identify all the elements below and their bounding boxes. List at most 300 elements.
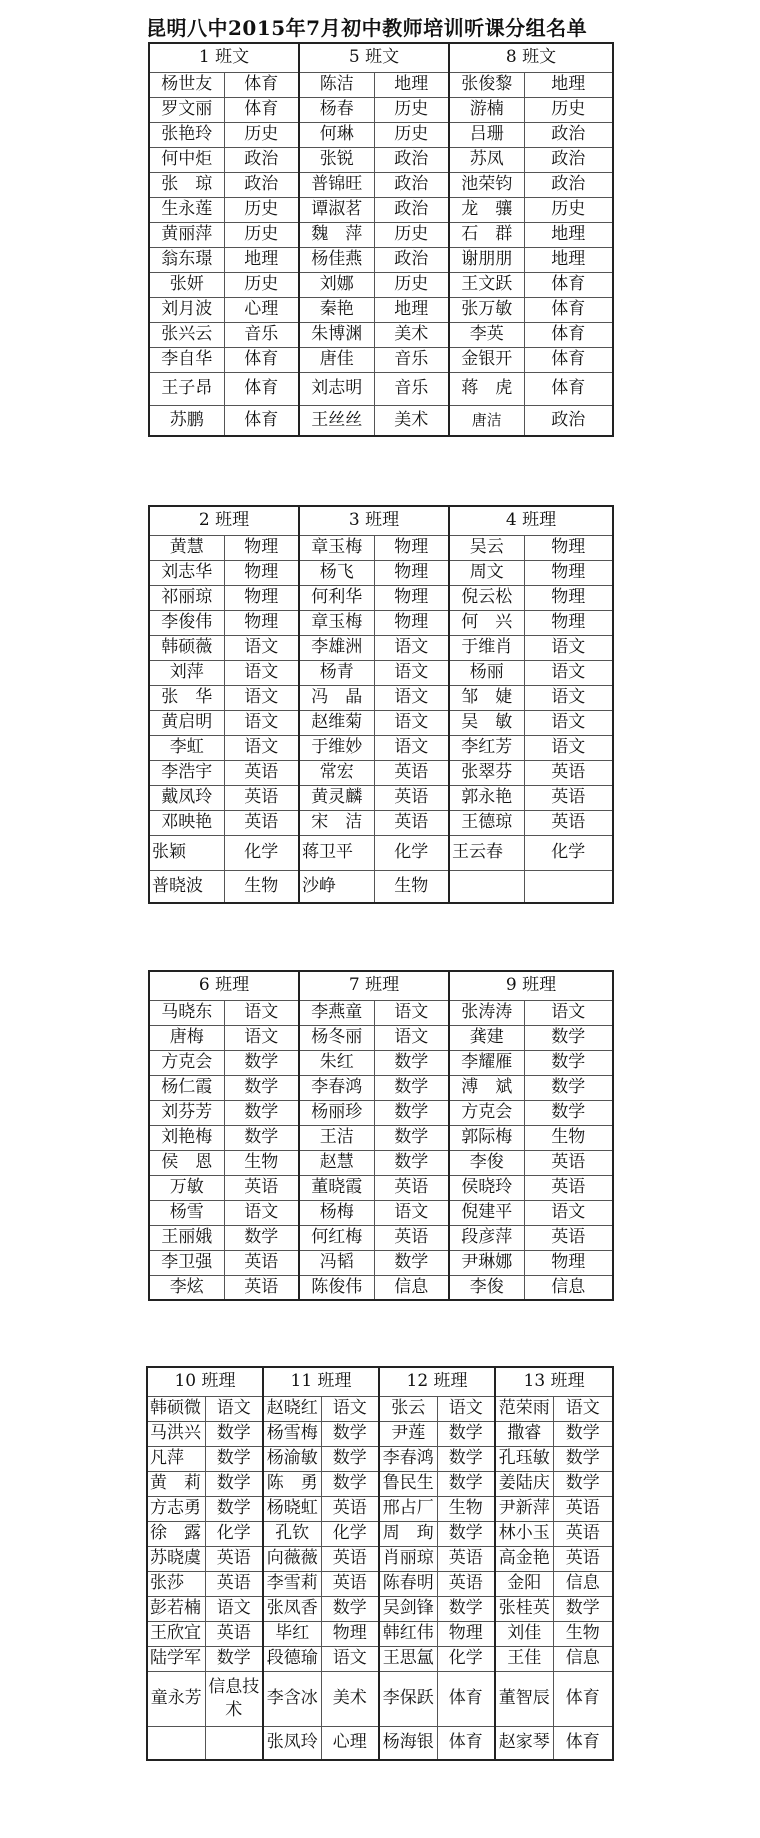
teacher-name-cell: 普锦旺 bbox=[299, 172, 374, 197]
subject-cell: 化学 bbox=[374, 835, 449, 870]
teacher-name-cell: 陈洁 bbox=[299, 72, 374, 97]
teacher-name-cell: 何中炬 bbox=[149, 147, 224, 172]
teacher-name-cell: 李红芳 bbox=[449, 735, 524, 760]
subject-cell: 英语 bbox=[321, 1546, 379, 1571]
teacher-name-cell: 杨梅 bbox=[299, 1200, 374, 1225]
teacher-name-cell: 常宏 bbox=[299, 760, 374, 785]
table-row bbox=[149, 610, 613, 635]
teacher-name-cell: 韩红伟 bbox=[379, 1621, 437, 1646]
subject-cell: 数学 bbox=[524, 1025, 613, 1050]
teacher-name-cell: 刘萍 bbox=[149, 660, 224, 685]
teacher-name-cell: 杨春 bbox=[299, 97, 374, 122]
teacher-name-cell: 杨丽 bbox=[449, 660, 524, 685]
subject-cell: 生物 bbox=[524, 1125, 613, 1150]
teacher-name-cell: 黄灵麟 bbox=[299, 785, 374, 810]
table-row bbox=[149, 1225, 613, 1250]
teacher-name-cell: 王云春 bbox=[449, 835, 524, 870]
table-row bbox=[149, 197, 613, 222]
teacher-name-cell: 苏凤 bbox=[449, 147, 524, 172]
table-row bbox=[149, 97, 613, 122]
subject-cell: 音乐 bbox=[374, 372, 449, 405]
teacher-name-cell: 吴剑锋 bbox=[379, 1596, 437, 1621]
teacher-name-cell: 黄启明 bbox=[149, 710, 224, 735]
group-header: 4 班理 bbox=[449, 506, 613, 535]
subject-cell: 语文 bbox=[374, 1000, 449, 1025]
teacher-name-cell: 倪云松 bbox=[449, 585, 524, 610]
teacher-name-cell: 李自华 bbox=[149, 347, 224, 372]
subject-cell: 物理 bbox=[224, 535, 299, 560]
subject-cell: 英语 bbox=[224, 1175, 299, 1200]
teacher-name-cell: 张 华 bbox=[149, 685, 224, 710]
teacher-name-cell: 杨雪梅 bbox=[263, 1421, 321, 1446]
teacher-name-cell bbox=[449, 870, 524, 903]
subject-cell: 英语 bbox=[374, 760, 449, 785]
teacher-name-cell: 王丽娥 bbox=[149, 1225, 224, 1250]
subject-cell: 英语 bbox=[205, 1621, 263, 1646]
subject-cell: 物理 bbox=[524, 535, 613, 560]
subject-cell: 语文 bbox=[374, 1200, 449, 1225]
subject-cell: 英语 bbox=[553, 1521, 613, 1546]
subject-cell: 物理 bbox=[437, 1621, 495, 1646]
teacher-name-cell: 杨雪 bbox=[149, 1200, 224, 1225]
teacher-name-cell: 李浩宇 bbox=[149, 760, 224, 785]
subject-cell: 物理 bbox=[224, 585, 299, 610]
table-row bbox=[149, 735, 613, 760]
subject-cell: 数学 bbox=[321, 1446, 379, 1471]
subject-cell: 语文 bbox=[205, 1596, 263, 1621]
teacher-name-cell: 董晓霞 bbox=[299, 1175, 374, 1200]
subject-cell: 政治 bbox=[524, 122, 613, 147]
teacher-name-cell: 戴凤玲 bbox=[149, 785, 224, 810]
teacher-name-cell: 方志勇 bbox=[147, 1496, 205, 1521]
subject-cell: 历史 bbox=[224, 197, 299, 222]
teacher-name-cell: 张万敏 bbox=[449, 297, 524, 322]
subject-cell: 语文 bbox=[321, 1396, 379, 1421]
subject-cell: 物理 bbox=[374, 585, 449, 610]
teacher-name-cell: 张桂英 bbox=[495, 1596, 553, 1621]
table-body bbox=[147, 1396, 613, 1760]
subject-cell: 体育 bbox=[224, 347, 299, 372]
table-row bbox=[149, 72, 613, 97]
teacher-name-cell: 侯 恩 bbox=[149, 1150, 224, 1175]
subject-cell: 数学 bbox=[321, 1421, 379, 1446]
subject-cell: 数学 bbox=[205, 1471, 263, 1496]
teacher-name-cell: 王思氲 bbox=[379, 1646, 437, 1671]
teacher-name-cell: 韩硕薇 bbox=[149, 635, 224, 660]
subject-cell: 数学 bbox=[437, 1446, 495, 1471]
teacher-name-cell: 王佳 bbox=[495, 1646, 553, 1671]
table-row bbox=[149, 1025, 613, 1050]
subject-cell: 体育 bbox=[437, 1671, 495, 1726]
teacher-name-cell: 王德琼 bbox=[449, 810, 524, 835]
subject-cell: 英语 bbox=[524, 1150, 613, 1175]
teacher-name-cell: 郭永艳 bbox=[449, 785, 524, 810]
subject-cell: 物理 bbox=[524, 585, 613, 610]
subject-cell: 语文 bbox=[553, 1396, 613, 1421]
teacher-name-cell: 李含冰 bbox=[263, 1671, 321, 1726]
subject-cell: 化学 bbox=[524, 835, 613, 870]
group-header: 12 班理 bbox=[379, 1367, 495, 1396]
teacher-name-cell: 杨飞 bbox=[299, 560, 374, 585]
teacher-name-cell: 唐梅 bbox=[149, 1025, 224, 1050]
teacher-name-cell: 马洪兴 bbox=[147, 1421, 205, 1446]
subject-cell: 英语 bbox=[374, 1225, 449, 1250]
subject-cell: 物理 bbox=[524, 560, 613, 585]
table-row bbox=[149, 1100, 613, 1125]
teacher-name-cell: 金银开 bbox=[449, 347, 524, 372]
teacher-name-cell: 王子昂 bbox=[149, 372, 224, 405]
teacher-name-cell: 罗文丽 bbox=[149, 97, 224, 122]
teacher-name-cell: 韩硕微 bbox=[147, 1396, 205, 1421]
table-row bbox=[149, 835, 613, 870]
teacher-name-cell: 杨佳燕 bbox=[299, 247, 374, 272]
teacher-name-cell: 李春鸿 bbox=[379, 1446, 437, 1471]
teacher-name-cell: 周 珣 bbox=[379, 1521, 437, 1546]
table-row bbox=[149, 1075, 613, 1100]
subject-cell: 语文 bbox=[224, 660, 299, 685]
subject-cell: 数学 bbox=[224, 1100, 299, 1125]
teacher-name-cell: 王欣宜 bbox=[147, 1621, 205, 1646]
teacher-name-cell: 黄丽萍 bbox=[149, 222, 224, 247]
table-row bbox=[149, 1000, 613, 1025]
table-row bbox=[149, 1250, 613, 1275]
table-row bbox=[149, 347, 613, 372]
teacher-name-cell: 刘月波 bbox=[149, 297, 224, 322]
teacher-name-cell: 彭若楠 bbox=[147, 1596, 205, 1621]
teacher-name-cell: 池荣钧 bbox=[449, 172, 524, 197]
teacher-name-cell: 张 琼 bbox=[149, 172, 224, 197]
subject-cell: 数学 bbox=[553, 1421, 613, 1446]
teacher-name-cell: 沙峥 bbox=[299, 870, 374, 903]
subject-cell: 物理 bbox=[224, 610, 299, 635]
teacher-name-cell: 杨冬丽 bbox=[299, 1025, 374, 1050]
teacher-name-cell: 李俊 bbox=[449, 1275, 524, 1300]
subject-cell: 语文 bbox=[374, 685, 449, 710]
teacher-name-cell: 陈 勇 bbox=[263, 1471, 321, 1496]
teacher-name-cell: 魏 萍 bbox=[299, 222, 374, 247]
teacher-name-cell: 于维肖 bbox=[449, 635, 524, 660]
header-row bbox=[147, 1367, 613, 1396]
subject-cell: 数学 bbox=[524, 1075, 613, 1100]
subject-cell: 体育 bbox=[524, 297, 613, 322]
subject-cell: 数学 bbox=[224, 1075, 299, 1100]
subject-cell: 美术 bbox=[321, 1671, 379, 1726]
subject-cell: 体育 bbox=[224, 405, 299, 436]
table-row bbox=[149, 585, 613, 610]
teacher-name-cell: 肖丽琼 bbox=[379, 1546, 437, 1571]
table-row bbox=[147, 1546, 613, 1571]
table-row bbox=[149, 297, 613, 322]
subject-cell bbox=[205, 1726, 263, 1760]
subject-cell: 数学 bbox=[437, 1596, 495, 1621]
subject-cell: 体育 bbox=[553, 1726, 613, 1760]
subject-cell: 数学 bbox=[374, 1050, 449, 1075]
teacher-name-cell: 张锐 bbox=[299, 147, 374, 172]
subject-cell: 语文 bbox=[224, 1200, 299, 1225]
subject-cell: 生物 bbox=[374, 870, 449, 903]
table-row bbox=[149, 222, 613, 247]
table-row bbox=[149, 272, 613, 297]
subject-cell: 语文 bbox=[374, 710, 449, 735]
subject-cell: 政治 bbox=[374, 197, 449, 222]
teacher-name-cell: 金阳 bbox=[495, 1571, 553, 1596]
teacher-name-cell: 杨晓虹 bbox=[263, 1496, 321, 1521]
subject-cell: 体育 bbox=[224, 97, 299, 122]
subject-cell: 物理 bbox=[224, 560, 299, 585]
subject-cell: 英语 bbox=[321, 1571, 379, 1596]
subject-cell: 生物 bbox=[224, 1150, 299, 1175]
subject-cell: 英语 bbox=[205, 1571, 263, 1596]
teacher-name-cell: 何利华 bbox=[299, 585, 374, 610]
teacher-name-cell: 赵慧 bbox=[299, 1150, 374, 1175]
subject-cell: 政治 bbox=[524, 405, 613, 436]
teacher-name-cell: 杨渝敏 bbox=[263, 1446, 321, 1471]
teacher-name-cell: 倪建平 bbox=[449, 1200, 524, 1225]
teacher-name-cell: 黄慧 bbox=[149, 535, 224, 560]
subject-cell: 历史 bbox=[374, 97, 449, 122]
teacher-name-cell: 唐佳 bbox=[299, 347, 374, 372]
subject-cell: 数学 bbox=[437, 1421, 495, 1446]
subject-cell: 生物 bbox=[437, 1496, 495, 1521]
table-row bbox=[149, 1200, 613, 1225]
subject-cell: 数学 bbox=[205, 1646, 263, 1671]
teacher-name-cell: 石 群 bbox=[449, 222, 524, 247]
subject-cell bbox=[524, 870, 613, 903]
subject-cell: 数学 bbox=[524, 1050, 613, 1075]
subject-cell: 数学 bbox=[374, 1250, 449, 1275]
table-row bbox=[147, 1726, 613, 1760]
teacher-name-cell: 李耀雁 bbox=[449, 1050, 524, 1075]
teacher-name-cell: 撒睿 bbox=[495, 1421, 553, 1446]
subject-cell: 数学 bbox=[321, 1596, 379, 1621]
table-row bbox=[147, 1671, 613, 1726]
teacher-name-cell: 徐 露 bbox=[147, 1521, 205, 1546]
teacher-name-cell: 邢占厂 bbox=[379, 1496, 437, 1521]
subject-cell: 数学 bbox=[374, 1075, 449, 1100]
table-row bbox=[149, 1150, 613, 1175]
subject-cell: 语文 bbox=[224, 710, 299, 735]
subject-cell: 语文 bbox=[374, 635, 449, 660]
subject-cell: 政治 bbox=[524, 147, 613, 172]
table-body bbox=[149, 72, 613, 436]
subject-cell: 英语 bbox=[553, 1546, 613, 1571]
teacher-name-cell: 张莎 bbox=[147, 1571, 205, 1596]
teacher-name-cell: 张艳玲 bbox=[149, 122, 224, 147]
subject-cell: 数学 bbox=[374, 1100, 449, 1125]
subject-cell: 语文 bbox=[224, 1025, 299, 1050]
subject-cell: 英语 bbox=[524, 810, 613, 835]
table-row bbox=[147, 1521, 613, 1546]
subject-cell: 数学 bbox=[321, 1471, 379, 1496]
table-row bbox=[149, 810, 613, 835]
table-row bbox=[147, 1446, 613, 1471]
subject-cell: 历史 bbox=[374, 222, 449, 247]
subject-cell: 英语 bbox=[524, 785, 613, 810]
subject-cell: 物理 bbox=[321, 1621, 379, 1646]
group-header: 3 班理 bbox=[299, 506, 449, 535]
teacher-name-cell: 刘娜 bbox=[299, 272, 374, 297]
table-row bbox=[147, 1621, 613, 1646]
teacher-name-cell: 杨丽珍 bbox=[299, 1100, 374, 1125]
teacher-name-cell: 刘佳 bbox=[495, 1621, 553, 1646]
teacher-name-cell: 冯韬 bbox=[299, 1250, 374, 1275]
subject-cell: 体育 bbox=[524, 272, 613, 297]
header-row bbox=[149, 506, 613, 535]
subject-cell: 历史 bbox=[224, 122, 299, 147]
table-row bbox=[147, 1496, 613, 1521]
subject-cell: 政治 bbox=[374, 172, 449, 197]
teacher-name-cell: 张云 bbox=[379, 1396, 437, 1421]
teacher-name-cell: 邓映艳 bbox=[149, 810, 224, 835]
subject-cell: 美术 bbox=[374, 322, 449, 347]
teacher-name-cell: 祁丽琼 bbox=[149, 585, 224, 610]
teacher-name-cell: 李保跃 bbox=[379, 1671, 437, 1726]
table-row bbox=[149, 635, 613, 660]
subject-cell: 数学 bbox=[374, 1125, 449, 1150]
group-header: 8 班文 bbox=[449, 43, 613, 72]
group-header: 1 班文 bbox=[149, 43, 299, 72]
subject-cell: 语文 bbox=[205, 1396, 263, 1421]
subject-cell: 语文 bbox=[224, 735, 299, 760]
subject-cell: 物理 bbox=[524, 1250, 613, 1275]
subject-cell: 化学 bbox=[437, 1646, 495, 1671]
subject-cell: 数学 bbox=[224, 1050, 299, 1075]
header-row bbox=[149, 971, 613, 1000]
subject-cell: 数学 bbox=[553, 1596, 613, 1621]
table-row bbox=[149, 372, 613, 405]
subject-cell: 英语 bbox=[224, 760, 299, 785]
header-row bbox=[149, 43, 613, 72]
table-row bbox=[149, 560, 613, 585]
subject-cell: 物理 bbox=[374, 560, 449, 585]
subject-cell: 数学 bbox=[437, 1521, 495, 1546]
teacher-name-cell: 秦艳 bbox=[299, 297, 374, 322]
teacher-name-cell: 陆学军 bbox=[147, 1646, 205, 1671]
teacher-name-cell: 方克会 bbox=[149, 1050, 224, 1075]
teacher-name-cell: 刘艳梅 bbox=[149, 1125, 224, 1150]
teacher-name-cell: 冯 晶 bbox=[299, 685, 374, 710]
group-header: 9 班理 bbox=[449, 971, 613, 1000]
subject-cell: 体育 bbox=[437, 1726, 495, 1760]
subject-cell: 英语 bbox=[553, 1496, 613, 1521]
teacher-name-cell: 朱博渊 bbox=[299, 322, 374, 347]
subject-cell: 数学 bbox=[553, 1471, 613, 1496]
teacher-name-cell: 普晓波 bbox=[149, 870, 224, 903]
teacher-name-cell: 张兴云 bbox=[149, 322, 224, 347]
teacher-name-cell: 李俊 bbox=[449, 1150, 524, 1175]
teacher-name-cell: 张凤香 bbox=[263, 1596, 321, 1621]
teacher-name-cell: 范荣雨 bbox=[495, 1396, 553, 1421]
teacher-name-cell: 马晓东 bbox=[149, 1000, 224, 1025]
subject-cell: 英语 bbox=[205, 1546, 263, 1571]
teacher-name-cell: 王洁 bbox=[299, 1125, 374, 1150]
group-table-block2 bbox=[148, 505, 614, 904]
table-row bbox=[147, 1571, 613, 1596]
subject-cell: 体育 bbox=[524, 372, 613, 405]
subject-cell: 历史 bbox=[374, 272, 449, 297]
table-body bbox=[149, 535, 613, 903]
teacher-name-cell: 刘志华 bbox=[149, 560, 224, 585]
teacher-name-cell: 张俊黎 bbox=[449, 72, 524, 97]
teacher-name-cell: 林小玉 bbox=[495, 1521, 553, 1546]
table-row bbox=[147, 1646, 613, 1671]
teacher-name-cell: 毕红 bbox=[263, 1621, 321, 1646]
table-row bbox=[147, 1421, 613, 1446]
subject-cell: 语文 bbox=[524, 710, 613, 735]
teacher-name-cell: 李春鸿 bbox=[299, 1075, 374, 1100]
subject-cell: 数学 bbox=[205, 1446, 263, 1471]
group-header: 6 班理 bbox=[149, 971, 299, 1000]
teacher-name-cell: 尹新萍 bbox=[495, 1496, 553, 1521]
subject-cell: 物理 bbox=[374, 610, 449, 635]
subject-cell: 心理 bbox=[224, 297, 299, 322]
subject-cell: 美术 bbox=[374, 405, 449, 436]
teacher-name-cell: 溥 斌 bbox=[449, 1075, 524, 1100]
teacher-name-cell: 李英 bbox=[449, 322, 524, 347]
table-row bbox=[149, 1050, 613, 1075]
teacher-name-cell: 姜陆庆 bbox=[495, 1471, 553, 1496]
teacher-name-cell: 孔钦 bbox=[263, 1521, 321, 1546]
subject-cell: 语文 bbox=[224, 635, 299, 660]
table-row bbox=[149, 760, 613, 785]
teacher-name-cell: 吴 敏 bbox=[449, 710, 524, 735]
page-title: 昆明八中2015年7月初中教师培训听课分组名单 bbox=[146, 16, 588, 40]
subject-cell: 英语 bbox=[224, 1275, 299, 1300]
subject-cell: 语文 bbox=[374, 660, 449, 685]
table-row bbox=[149, 247, 613, 272]
teacher-name-cell: 李虹 bbox=[149, 735, 224, 760]
teacher-name-cell: 李雪莉 bbox=[263, 1571, 321, 1596]
subject-cell: 心理 bbox=[321, 1726, 379, 1760]
subject-cell: 物理 bbox=[524, 610, 613, 635]
subject-cell: 历史 bbox=[524, 197, 613, 222]
teacher-name-cell: 张涛涛 bbox=[449, 1000, 524, 1025]
subject-cell: 英语 bbox=[437, 1571, 495, 1596]
table-row bbox=[149, 535, 613, 560]
teacher-name-cell: 鲁民生 bbox=[379, 1471, 437, 1496]
subject-cell: 数学 bbox=[524, 1100, 613, 1125]
teacher-name-cell: 龚建 bbox=[449, 1025, 524, 1050]
subject-cell: 英语 bbox=[224, 1250, 299, 1275]
subject-cell: 数学 bbox=[224, 1225, 299, 1250]
subject-cell: 生物 bbox=[553, 1621, 613, 1646]
teacher-name-cell: 赵家琴 bbox=[495, 1726, 553, 1760]
table-row bbox=[149, 785, 613, 810]
subject-cell: 语文 bbox=[374, 735, 449, 760]
group-table-block3 bbox=[148, 970, 614, 1301]
teacher-name-cell: 周文 bbox=[449, 560, 524, 585]
teacher-name-cell: 谢朋朋 bbox=[449, 247, 524, 272]
teacher-name-cell: 向薇薇 bbox=[263, 1546, 321, 1571]
teacher-name-cell: 王文跃 bbox=[449, 272, 524, 297]
teacher-name-cell: 李俊伟 bbox=[149, 610, 224, 635]
subject-cell: 数学 bbox=[374, 1150, 449, 1175]
subject-cell: 化学 bbox=[321, 1521, 379, 1546]
group-header: 11 班理 bbox=[263, 1367, 379, 1396]
table-row bbox=[149, 122, 613, 147]
teacher-name-cell: 刘志明 bbox=[299, 372, 374, 405]
table-row bbox=[149, 1175, 613, 1200]
teacher-name-cell: 杨海银 bbox=[379, 1726, 437, 1760]
teacher-name-cell: 段德瑜 bbox=[263, 1646, 321, 1671]
teacher-name-cell: 蒋卫平 bbox=[299, 835, 374, 870]
subject-cell: 地理 bbox=[374, 72, 449, 97]
subject-cell: 历史 bbox=[374, 122, 449, 147]
subject-cell: 历史 bbox=[224, 222, 299, 247]
teacher-name-cell: 龙 骧 bbox=[449, 197, 524, 222]
teacher-name-cell: 蒋 虎 bbox=[449, 372, 524, 405]
teacher-name-cell: 陈春明 bbox=[379, 1571, 437, 1596]
